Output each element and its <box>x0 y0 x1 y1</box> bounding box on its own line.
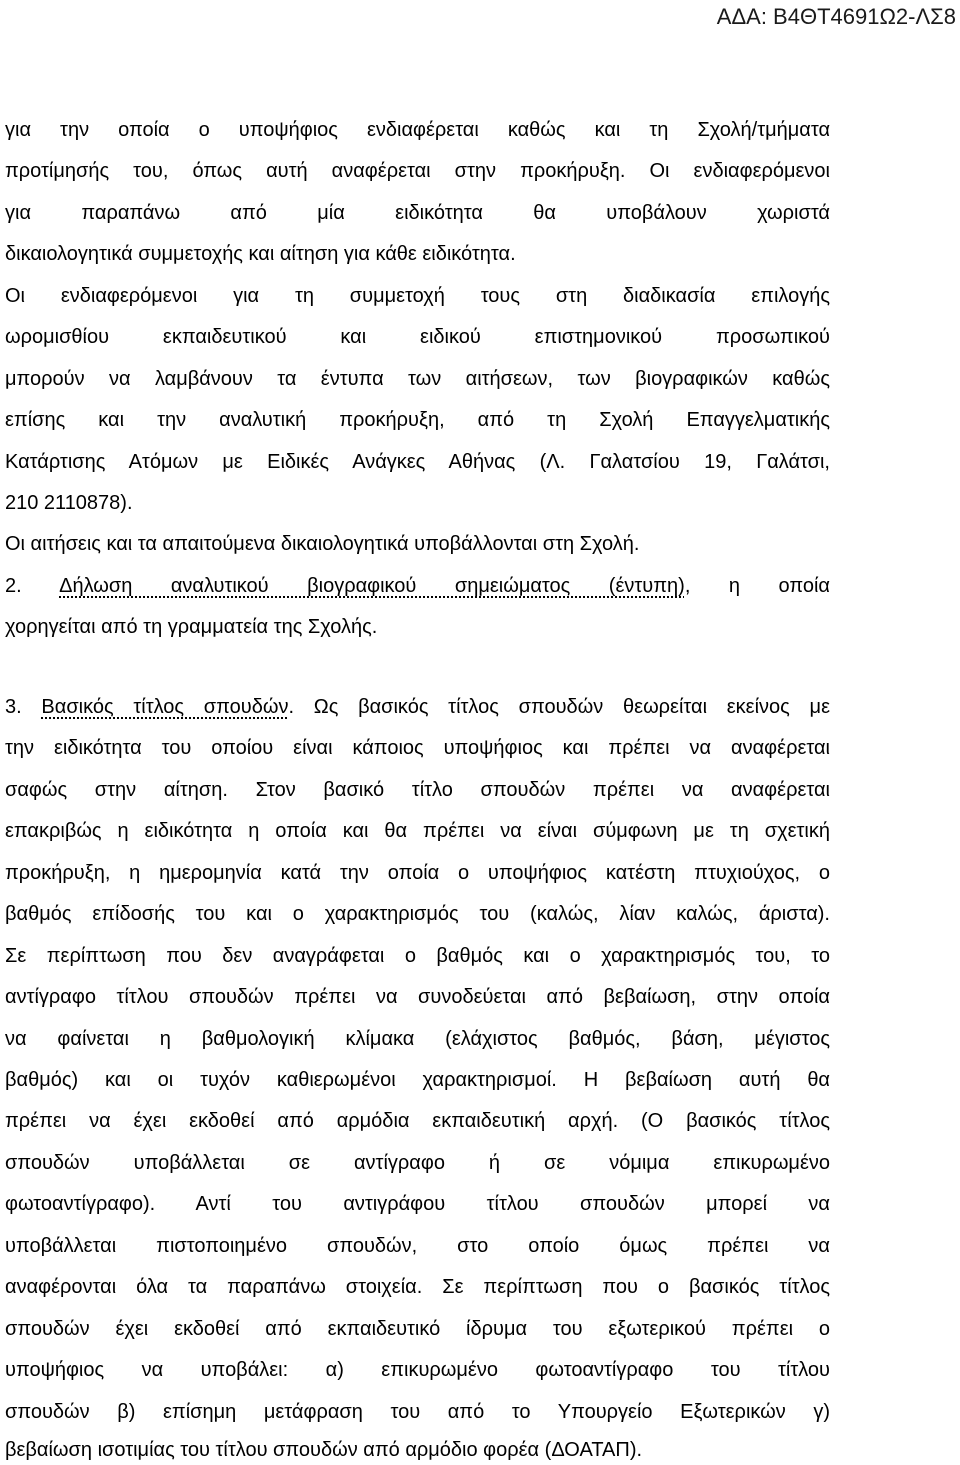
ada-code: ΑΔΑ: Β4ΘΤ4691Ω2-ΛΣ8 <box>716 4 956 29</box>
text-line: αναφέρονται όλα τα παραπάνω στοιχεία. Σε περίπτωση που ο βασικός τίτλος <box>5 1276 830 1298</box>
text-line: φωτοαντίγραφο). Αντί του αντιγράφου τίτλου σπουδών μπορεί να <box>5 1193 830 1215</box>
text-line: για την οποία ο υποψήφιος ενδιαφέρεται καθώς και τη Σχολή/τμήματα <box>5 119 830 141</box>
item-text: , η οποία <box>684 575 830 597</box>
item-3-line <box>5 693 830 721</box>
text-line: προτίμησής του, όπως αυτή αναφέρεται στην προκήρυξη. Οι ενδιαφερόμενοι <box>5 160 830 182</box>
text-line: σπουδών έχει εκδοθεί από εκπαιδευτικό ίδρυμα του εξωτερικού πρέπει ο <box>5 1318 830 1340</box>
text-line: βαθμός επίδοσής του και ο χαρακτηρισμός του (καλώς, λίαν καλώς, άριστα). <box>5 903 830 925</box>
text-line: μπορούν να λαμβάνουν τα έντυπα των αιτήσεων, των βιογραφικών καθώς <box>5 368 830 390</box>
text-line: να φαίνεται η βαθμολογική κλίμακα (ελάχιστος βαθμός, βάση, μέγιστος <box>5 1028 830 1050</box>
item-number: 3. <box>5 696 42 718</box>
text-line: αντίγραφο τίτλου σπουδών πρέπει να συνοδεύεται από βεβαίωση, στην οποία <box>5 986 830 1008</box>
text-line: Σε περίπτωση που δεν αναγράφεται ο βαθμός και ο χαρακτηρισμός του, το <box>5 945 830 967</box>
text-line: πρέπει να έχει εκδοθεί από αρμόδια εκπαιδευτική αρχή. (Ο βασικός τίτλος <box>5 1110 830 1132</box>
text-line: προκήρυξη, η ημερομηνία κατά την οποία ο υποψήφιος κατέστη πτυχιούχος, ο <box>5 862 830 884</box>
item-number: 2. <box>5 575 60 597</box>
text-line: Οι ενδιαφερόμενοι για τη συμμετοχή τους στη διαδικασία επιλογής <box>5 285 830 307</box>
text-line: σπουδών υποβάλλεται σε αντίγραφο ή σε νόμιμα επικυρωμένο <box>5 1152 830 1174</box>
text-line: βαθμός) και οι τυχόν καθιερωμένοι χαρακτηρισμοί. Η βεβαίωση αυτή θα <box>5 1069 830 1091</box>
text-line: επίσης και την αναλυτική προκήρυξη, από τη Σχολή Επαγγελματικής <box>5 409 830 431</box>
text-line: την ειδικότητα του οποίου είναι κάποιος υποψήφιος και πρέπει να αναφέρεται <box>5 737 830 759</box>
text-line: 210 2110878). <box>5 492 133 514</box>
item-heading: Βασικός τίτλος σπουδών <box>41 696 289 718</box>
text-line: χορηγείται από τη γραμματεία της Σχολής. <box>5 616 378 638</box>
text-line: επακριβώς η ειδικότητα η οποία και θα πρέπει να είναι σύμφωνη με τη σχετική <box>5 820 830 842</box>
text-line: δικαιολογητικά συμμετοχής και αίτηση για κάθε ειδικότητα. <box>5 243 516 265</box>
text-line: Κατάρτισης Ατόμων με Ειδικές Ανάγκες Αθήνας (Λ. Γαλατσίου 19, Γαλάτσι, <box>5 451 830 473</box>
text-line: ωρομισθίου εκπαιδευτικού και ειδικού επιστημονικού προσωπικού <box>5 326 830 348</box>
text-line: για παραπάνω από μία ειδικότητα θα υποβάλουν χωριστά <box>5 202 830 224</box>
text-line: βεβαίωση ισοτιμίας του τίτλου σπουδών από αρμόδιο φορέα (ΔΟΑΤΑΠ). <box>5 1439 643 1461</box>
text-line: υποψήφιος να υποβάλει: α) επικυρωμένο φωτοαντίγραφο του τίτλου <box>5 1359 830 1381</box>
item-heading: Δήλωση αναλυτικού βιογραφικού σημειώματος (έντυπη) <box>59 575 685 597</box>
item-text: . Ως βασικός τίτλος σπουδών θεωρείται εκείνος με <box>288 696 830 718</box>
text-line: σπουδών β) επίσημη μετάφραση του από το Υπουργείο Εξωτερικών γ) <box>5 1401 830 1423</box>
text-line: υποβάλλεται πιστοποιημένο σπουδών, στο οποίο όμως πρέπει να <box>5 1235 830 1257</box>
text-line: σαφώς στην αίτηση. Στον βασικό τίτλο σπουδών πρέπει να αναφέρεται <box>5 779 830 801</box>
item-2-line <box>5 572 830 600</box>
text-line: Οι αιτήσεις και τα απαιτούμενα δικαιολογητικά υποβάλλονται στη Σχολή. <box>5 533 640 555</box>
